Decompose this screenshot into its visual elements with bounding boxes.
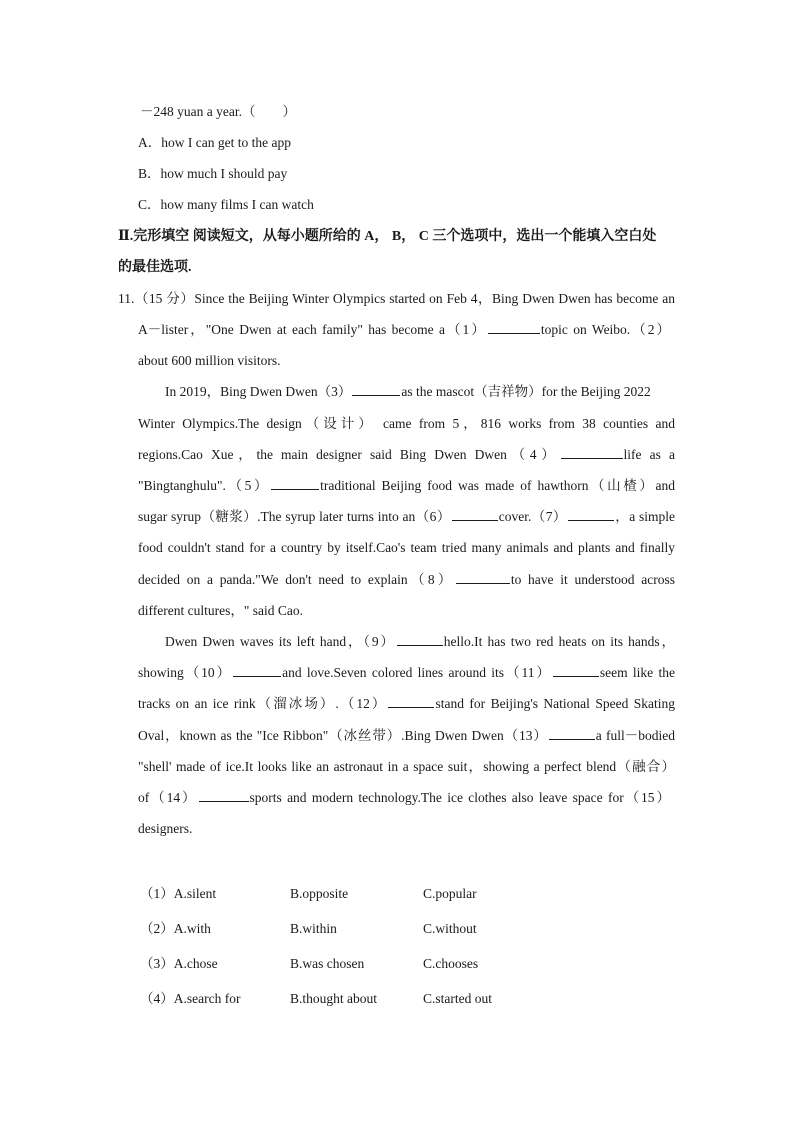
choice-row-4: （4）A.search for [140, 991, 241, 1006]
choice-c: C.popular [423, 886, 477, 901]
passage-line: showing（10） and love.Seven colored lines around its（11） seem like the [138, 665, 675, 680]
passage-line: of（14） sports and modern technology.The ice clothes also leave space for（15） [138, 790, 670, 805]
answer-blank [488, 321, 540, 334]
passage-line: Winter Olympics.The design（设计） came from 5，816 works from 38 counties and [138, 416, 675, 431]
answer-blank [352, 383, 400, 396]
passage-line: regions.Cao Xue，the main designer said Bing Dwen Dwen（4） life as a [138, 447, 676, 462]
choice-c: C.without [423, 921, 477, 936]
passage-line: A－lister，"One Dwen at each family" has become a（1） topic on Weibo.（2） [138, 322, 671, 337]
choice-row-2: （2）A.with [140, 921, 211, 936]
passage-line: "shell' made of ice.It looks like an astronaut in a space suit，showing a perfect blend（融合） [138, 759, 675, 774]
passage-line: "Bingtanghulu".（5） traditional Beijing food was made of hawthorn（山楂）and [138, 478, 675, 493]
section-title: Ⅱ.完形填空 阅读短文，从每小题所给的 A， B， C 三个选项中，选出一个能填入空白处 [118, 229, 657, 244]
question-tail: －248 yuan a year.（ ） [140, 104, 296, 119]
passage-line: food couldn't stand for a country by itself.Cao's team tried many animals and plants and finally [138, 540, 675, 555]
choice-b: B.opposite [290, 886, 349, 901]
choice-row-1: （1）A.silent [140, 886, 217, 901]
answer-blank [388, 695, 434, 708]
answer-blank [271, 477, 319, 490]
answer-blank [561, 446, 623, 459]
choice-c: C.started out [423, 991, 492, 1006]
answer-blank [233, 664, 281, 677]
option-c: C．how many films I can watch [138, 197, 314, 212]
passage-line: 11.（15 分）Since the Beijing Winter Olympics started on Feb 4，Bing Dwen Dwen has become an [118, 291, 675, 306]
passage-line: sugar syrup（糖浆）.The syrup later turns into an（6） cover.（7） ，a simple [138, 509, 675, 524]
passage-line: designers. [138, 821, 193, 836]
passage-line: Oval，known as the "Ice Ribbon"（冰丝带）.Bing Dwen Dwen（13） a full－bodied [138, 728, 675, 743]
choice-b: B.within [290, 921, 337, 936]
passage-line: decided on a panda."We don't need to explain（8） to have it understood across [138, 572, 675, 587]
option-b: B．how much I should pay [138, 166, 288, 181]
answer-blank [456, 571, 510, 584]
answer-blank [452, 508, 498, 521]
passage-line: tracks on an ice rink（溜冰场）.（12） stand for Beijing's National Speed Skating [138, 696, 675, 711]
answer-blank [549, 727, 595, 740]
choice-row-3: （3）A.chose [140, 956, 218, 971]
passage-line: In 2019，Bing Dwen Dwen（3） as the mascot（吉祥物）for the Beijing 2022 [165, 384, 651, 399]
passage-line: different cultures，" said Cao. [138, 603, 303, 618]
answer-blank [397, 633, 443, 646]
passage-line: Dwen Dwen waves its left hand，（9） hello.It has two red heats on its hands， [165, 634, 675, 649]
choice-c: C.chooses [423, 956, 479, 971]
passage-line: about 600 million visitors. [138, 353, 281, 368]
answer-blank [553, 664, 599, 677]
answer-blank [568, 508, 614, 521]
choice-b: B.thought about [290, 991, 377, 1006]
answer-blank [199, 789, 249, 802]
section-title-cont: 的最佳选项. [118, 260, 192, 275]
option-a: A．how I can get to the app [138, 135, 291, 150]
choice-b: B.was chosen [290, 956, 365, 971]
